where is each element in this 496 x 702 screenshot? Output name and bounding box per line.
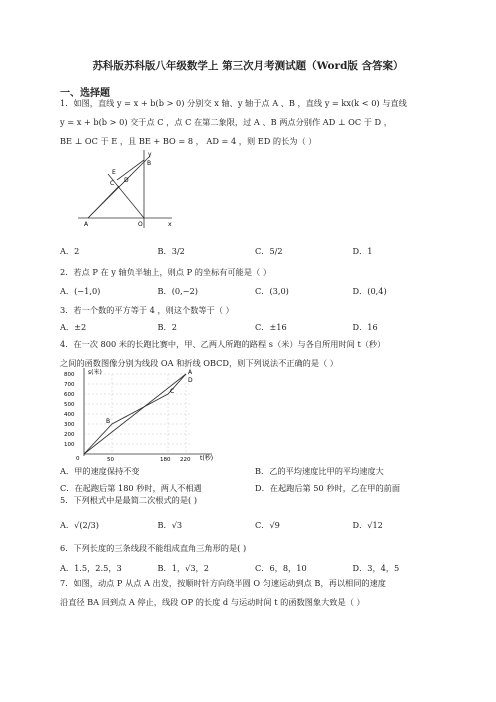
y-tick-0: 0 (76, 456, 80, 462)
option-c: C．5/2 (255, 246, 283, 256)
question-1-line-2: y = x + b(b > 0) 交于点 C ，点 C 在第二象限，过 A 、B 两点分别作 AD ⊥ OC 于 D ， (60, 117, 392, 127)
option-d: D．16 (352, 322, 378, 332)
option-c: C．√9 (255, 520, 280, 530)
fig1-label-e: E (112, 169, 116, 176)
y-tick-300: 300 (64, 422, 75, 428)
option-d: D．在起跑后第 50 秒时，乙在甲的前面 (255, 483, 401, 493)
question-1 (60, 94, 450, 151)
option-a: A．±2 (60, 322, 87, 332)
question-3: 3．若一个数的平方等于 4 ，则这个数等于（ ） (60, 305, 234, 315)
fig1-label-a: A (84, 221, 89, 228)
x-tick-180: 180 (160, 457, 171, 462)
chart-point-d: D (188, 377, 193, 384)
option-c: C．6，8，10 (255, 563, 307, 573)
option-c: C．±16 (255, 322, 287, 332)
chart-point-b: B (106, 418, 111, 425)
option-d: D．√12 (352, 520, 383, 530)
chart-point-c: C (170, 388, 175, 395)
y-tick-700: 700 (64, 382, 75, 388)
question-4-line-1: 4．在一次 800 米的长跑比赛中，甲、乙两人所跑的路程 s（米）与各自所用时间 t（秒） (60, 339, 386, 349)
question-5-options (60, 520, 450, 531)
question-1-line-3: BE ⊥ OC 于 E ，且 BE + BO = 8 ， AD = 4 ，则 ED 的长为（ ） (60, 136, 317, 146)
question-1-figure (74, 148, 174, 230)
fig1-label-b: B (147, 160, 152, 167)
option-d: D．(0,4) (352, 286, 387, 296)
option-a: A．1.5，2.5，3 (60, 563, 122, 573)
option-b: B．3/2 (157, 246, 185, 256)
chart-y-label: s(米) (88, 369, 102, 376)
chart-x-label: t(秒) (200, 455, 214, 462)
fig1-label-x: x (168, 221, 172, 228)
question-6: 6．下列长度的三条线段不能组成直角三角形的是( ) (60, 543, 247, 553)
question-7 (60, 574, 450, 612)
fig1-label-d: D (124, 177, 129, 184)
y-tick-600: 600 (64, 392, 75, 398)
option-a: A．(−1,0) (60, 286, 101, 296)
option-b: B．(0,−2) (157, 286, 198, 296)
y-tick-500: 500 (64, 402, 75, 408)
question-4-chart (62, 366, 222, 462)
option-b: B．乙的平均速度比甲的平均速度大 (255, 466, 384, 476)
fig1-label-y: y (148, 151, 152, 158)
page-title: 苏科版苏科版八年级数学上 第三次月考测试题（Word版 含答案） (92, 60, 404, 72)
question-1-options (60, 246, 450, 257)
option-c: C．(3,0) (255, 286, 289, 296)
fig1-label-o: O (138, 221, 143, 228)
question-1-line-1: 1．如图，直线 y = x + b(b > 0) 分别交 x 轴、y 轴于点 A 、B ，直线 y = kx(k < 0) 与直线 (60, 98, 407, 108)
question-7-line-1: 7．如图，动点 P 从点 A 出发，按顺时针方向绕半圆 O 匀速运动到点 B，再以相同的速度 (60, 578, 386, 588)
x-tick-50: 50 (107, 457, 114, 462)
chart-point-a: A (188, 369, 193, 376)
y-tick-200: 200 (64, 432, 75, 438)
question-2-options (60, 286, 450, 297)
question-4-options (60, 466, 450, 494)
option-a: A．甲的速度保持不变 (60, 466, 140, 476)
option-a: A．√(2/3) (60, 520, 99, 530)
option-a: A．2 (60, 246, 80, 256)
question-4-line-2: 之间的函数图像分别为线段 OA 和折线 OBCD，则下列说法不正确的是（ ） (60, 358, 338, 368)
question-5: 5．下列根式中是最简二次根式的是( ) (60, 495, 198, 505)
option-b: B．1，√3，2 (157, 563, 209, 573)
option-c: C．在起跑后第 180 秒时，两人不相遇 (60, 483, 202, 493)
y-tick-400: 400 (64, 412, 75, 418)
option-d: D．3，4，5 (352, 563, 400, 573)
question-2: 2．若点 P 在 y 轴负半轴上，则点 P 的坐标有可能是（ ） (60, 267, 272, 277)
fig1-label-c: C (110, 180, 115, 187)
option-d: D．1 (352, 246, 373, 256)
section-heading: 一、选择题 (60, 88, 110, 99)
y-tick-100: 100 (64, 442, 75, 448)
option-b: B．2 (157, 322, 177, 332)
question-6-options (60, 563, 450, 574)
y-tick-800: 800 (64, 372, 75, 378)
option-b: B．√3 (157, 520, 183, 530)
question-3-options (60, 322, 450, 333)
question-7-line-2: 沿直径 BA 回到点 A 停止，线段 OP 的长度 d 与运动时间 t 的函数图象大致是（ ） (60, 597, 365, 607)
x-tick-220: 220 (180, 457, 191, 462)
